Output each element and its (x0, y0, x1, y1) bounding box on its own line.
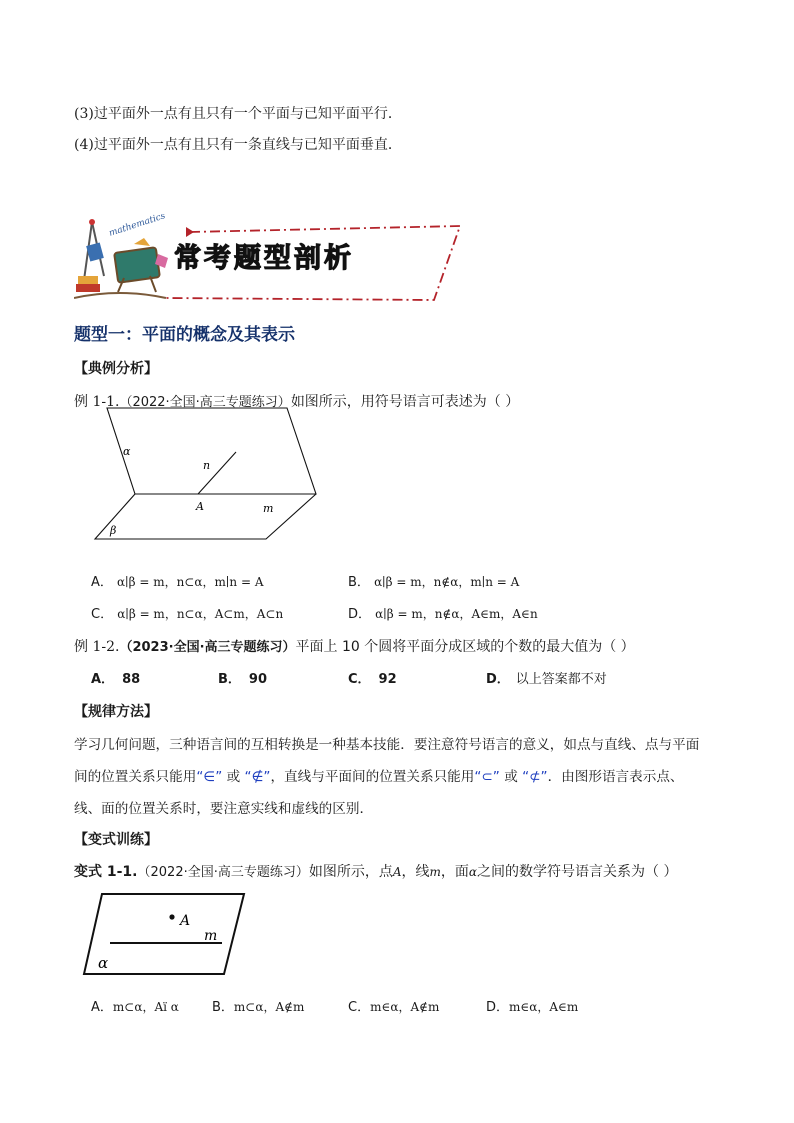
method-text: 或 (226, 769, 241, 785)
option-d[interactable] (486, 996, 578, 1015)
label-method: 【规律方法】 (74, 704, 158, 720)
option-letter: B． (218, 672, 241, 687)
option-b[interactable] (218, 668, 267, 687)
intro-line-4: (4)过平面外一点有且只有一条直线与已知平面垂直． (74, 137, 402, 153)
variant-text: ，线 (401, 864, 430, 880)
option-text: 以上答案都不对 (515, 672, 607, 687)
example-prefix: 例 1-2. (74, 639, 120, 655)
option-letter: C． (348, 672, 371, 687)
option-letter: D． (348, 607, 372, 622)
option-letter: B． (212, 1000, 234, 1015)
banner-title: 常考题型剖析 (174, 243, 354, 274)
option-d[interactable] (486, 668, 607, 687)
variant-symbol: A (392, 865, 402, 879)
plane-beta (95, 494, 316, 539)
option-letter: C． (348, 1000, 371, 1015)
symbol-subset: “⊂” (474, 769, 500, 785)
option-text: α∣β = m，n∉α，A∈m，A∈n (375, 607, 538, 621)
option-text: m⊂α，Aï α (112, 1000, 179, 1014)
label-n: n (203, 459, 211, 472)
option-text: α∣β = m，n⊂α，A⊂m，A⊂n (117, 607, 284, 621)
option-c[interactable] (348, 996, 439, 1015)
example-1-2-question (74, 636, 635, 656)
example-text: 如图所示，用符号语言可表述为（ ） (290, 394, 520, 410)
topic-title: 题型一：平面的概念及其表示 (74, 325, 295, 345)
figure-two-planes (90, 404, 330, 544)
label-variant: 【变式训练】 (74, 832, 158, 848)
label-alpha: α (123, 445, 131, 458)
variant-text: 如图所示，点 (308, 864, 393, 880)
option-a[interactable] (91, 668, 140, 687)
variant-source: （2022·全国·高三专题练习） (137, 865, 309, 880)
example-source: （2023·全国·高三专题练习） (119, 640, 296, 655)
symbol-notsubset: “⊄” (522, 769, 548, 785)
option-d[interactable] (348, 603, 538, 622)
label-alpha: α (98, 954, 109, 972)
method-text: ．由图形语言表示点、 (547, 769, 684, 785)
option-letter: A． (91, 672, 115, 687)
label-example: 【典例分析】 (74, 361, 158, 377)
method-text: 间的位置关系只能用 (74, 769, 197, 785)
variant-symbol: α (468, 865, 478, 879)
label-beta: β (110, 524, 117, 537)
example-prefix: 例 1-1. (74, 394, 120, 410)
variant-text: ，面 (440, 864, 469, 880)
option-text: 90 (248, 672, 268, 687)
option-text: α∣β = m，n⊂α，m∣n = A (117, 575, 264, 589)
method-line-3: 线、面的位置关系时，要注意实线和虚线的区别． (74, 801, 374, 817)
intro-line-3: (3)过平面外一点有且只有一个平面与已知平面平行． (74, 106, 402, 122)
logo-text: mathematics (107, 214, 167, 239)
option-text: α∣β = m，n∉α，m∣n = A (374, 575, 520, 589)
label-A: A (180, 913, 191, 929)
option-text: 92 (378, 672, 397, 687)
variant-1-1-question (74, 861, 677, 881)
option-a[interactable] (91, 996, 179, 1015)
variant-prefix: 变式 1-1. (74, 864, 138, 880)
option-letter: A． (91, 1000, 113, 1015)
figure-plane-line-point (80, 888, 250, 978)
plane-alpha (107, 408, 316, 494)
method-text: ，直线与平面间的位置关系只能用 (270, 769, 475, 785)
option-a[interactable] (91, 571, 263, 590)
point-A (169, 914, 174, 919)
option-letter: B． (348, 575, 370, 590)
section-banner (74, 214, 464, 304)
option-letter: A． (91, 575, 113, 590)
method-line-1: 学习几何问题，三种语言间的互相转换是一种基本技能．要注意符号语言的意义，如点与直线、点与平面 (74, 737, 700, 753)
label-A: A (196, 500, 204, 513)
example-text: 平面上 10 个圆将平面分成区域的个数的最大值为（ ） (295, 639, 635, 655)
label-m: m (204, 928, 218, 944)
option-text: m∈α，A∉m (370, 1000, 440, 1014)
label-m: m (263, 502, 274, 515)
option-c[interactable] (91, 603, 283, 622)
symbol-in: “∈” (196, 769, 223, 785)
option-c[interactable] (348, 668, 397, 687)
variant-text: 之间的数学符号语言关系为（ ） (477, 864, 678, 880)
option-text: m⊂α，A∉m (233, 1000, 305, 1014)
method-text: 或 (504, 769, 518, 785)
option-text: m∈α，A∈m (509, 1000, 579, 1014)
option-text: 88 (122, 672, 141, 687)
option-letter: D． (486, 1000, 510, 1015)
option-letter: D． (486, 672, 510, 687)
option-b[interactable] (212, 996, 304, 1015)
option-b[interactable] (348, 571, 519, 590)
method-line-2 (74, 765, 684, 785)
example-source: （2022·全国·高三专题练习） (119, 395, 291, 410)
variant-symbol: m (429, 865, 441, 879)
symbol-notin: “∉” (244, 769, 271, 785)
option-letter: C． (91, 607, 114, 622)
